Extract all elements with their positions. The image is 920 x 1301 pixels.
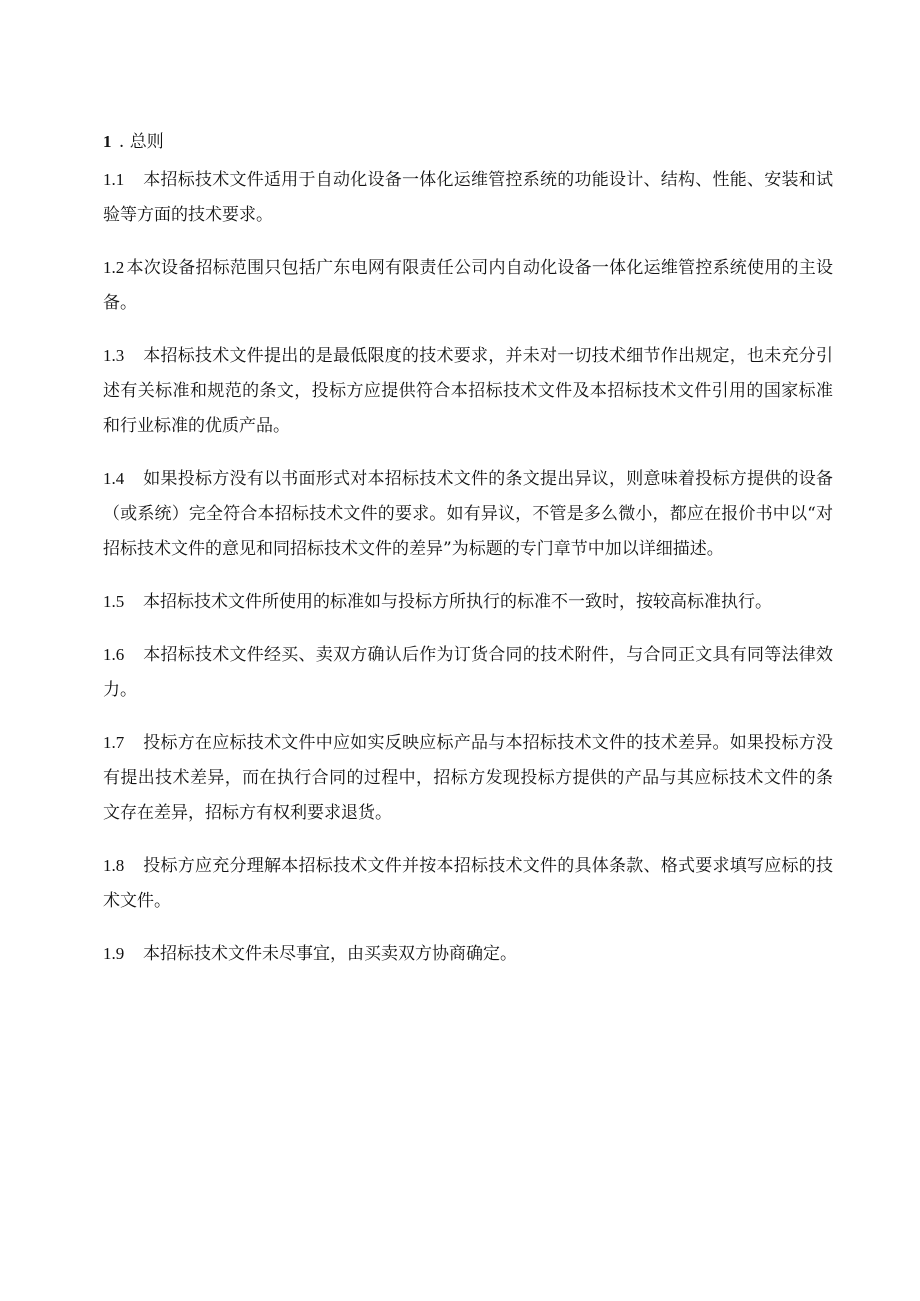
clause-1-9 (103, 936, 833, 972)
clause-1-7 (103, 725, 833, 831)
clause-1-5 (103, 584, 833, 620)
clause-text: 本招标技术文件经买、卖双方确认后作为订货合同的技术附件，与合同正文具有同等法律效力。 (103, 645, 833, 700)
clause-1-1 (103, 162, 833, 233)
clause-1-8 (103, 848, 833, 919)
clause-text: 本招标技术文件所使用的标准如与投标方所执行的标准不一致时，按较高标准执行。 (143, 592, 772, 612)
section-number: 1 (103, 132, 112, 151)
clause-1-6 (103, 637, 833, 708)
clause-1-2 (103, 250, 833, 321)
section-title: . 总则 (118, 132, 164, 152)
clause-number: 1.9 (103, 944, 125, 963)
clause-number: 1.6 (103, 645, 125, 664)
section-heading (103, 126, 833, 158)
clause-text: 本招标技术文件未尽事宜，由买卖双方协商确定。 (143, 944, 517, 964)
document-body (103, 126, 833, 974)
clause-number: 1.2 (103, 258, 125, 277)
clause-text: 本招标技术文件提出的是最低限度的技术要求，并未对一切技术细节作出规定，也未充分引述有关标准和规范的条文，投标方应提供符合本招标技术文件及本招标技术文件引用的国家标准和行业标准的优质产品。 (103, 346, 833, 436)
clause-text: 投标方在应标技术文件中应如实反映应标产品与本招标技术文件的技术差异。如果投标方没有提出技术差异，而在执行合同的过程中，招标方发现投标方提供的产品与其应标技术文件的条文存在差异，招标方有权利要求退货。 (103, 733, 833, 823)
clause-number: 1.3 (103, 346, 125, 365)
clause-text: 投标方应充分理解本招标技术文件并按本招标技术文件的具体条款、格式要求填写应标的技术文件。 (103, 856, 833, 911)
clause-number: 1.7 (103, 733, 125, 752)
clause-number: 1.8 (103, 856, 125, 875)
clause-text: 本次设备招标范围只包括广东电网有限责任公司内自动化设备一体化运维管控系统使用的主设备。 (103, 258, 833, 313)
clause-text: 本招标技术文件适用于自动化设备一体化运维管控系统的功能设计、结构、性能、安装和试验等方面的技术要求。 (103, 170, 833, 225)
clause-number: 1.4 (103, 469, 125, 488)
clause-text: 如果投标方没有以书面形式对本招标技术文件的条文提出异议，则意味着投标方提供的设备（或系统）完全符合本招标技术文件的要求。如有异议，不管是多么微小，都应在报价书中以“对招标技术文件的意见和同招标技术文件的差异”为标题的专门章节中加以详细描述。 (103, 469, 833, 559)
clause-1-3 (103, 338, 833, 444)
clause-1-4 (103, 461, 833, 567)
clause-number: 1.1 (103, 170, 125, 189)
clause-number: 1.5 (103, 592, 125, 611)
